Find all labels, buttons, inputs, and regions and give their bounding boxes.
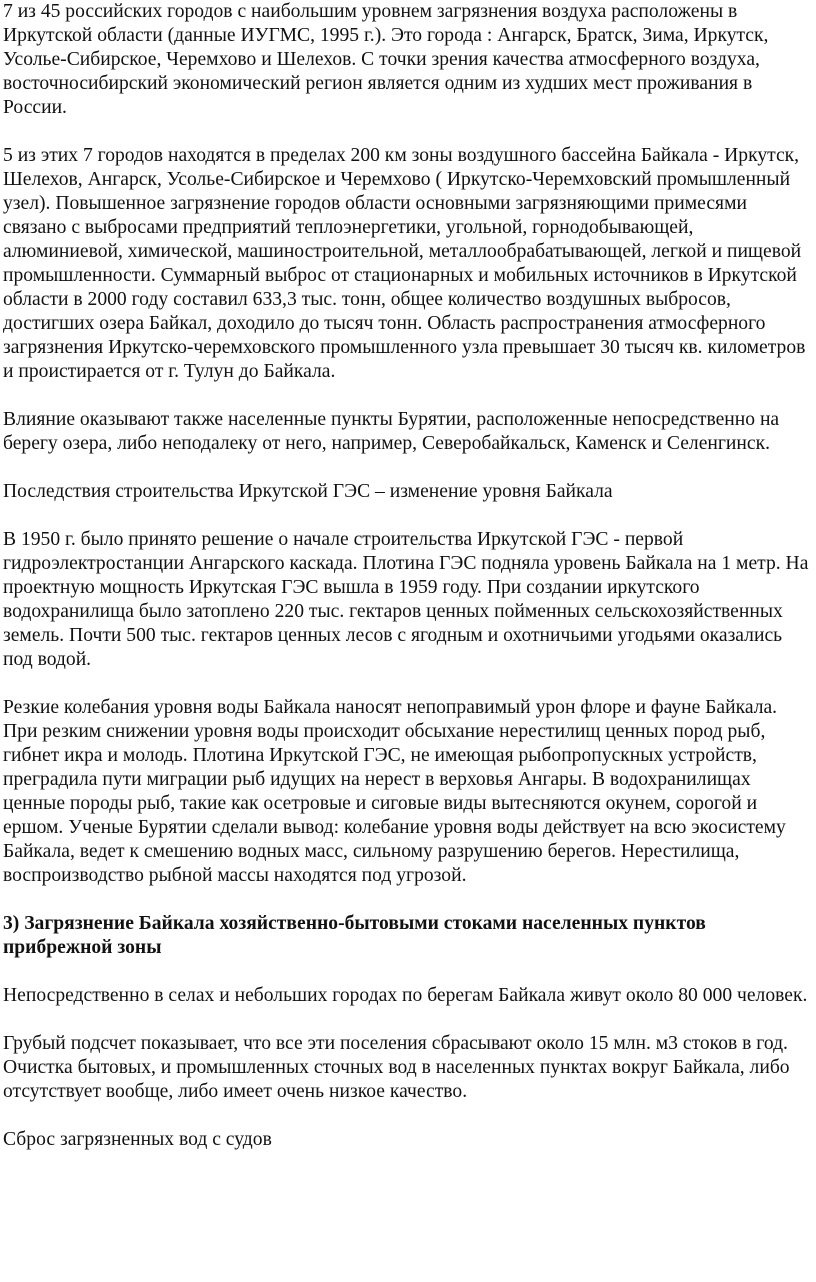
paragraph-coastal-population: Непосредственно в селах и небольших городах по берегам Байкала живут около 80 000 человек. bbox=[3, 985, 808, 1006]
paragraph-hydro-station-history: В 1950 г. было принято решение о начале строительства Иркутской ГЭС - первой гидроэлектростанции Ангарского каскада. Плотина ГЭС подняла уровень Байкала на 1 метр. На проектную мощность Иркутская ГЭС вышла в 1959 году. При создании иркутского водохранилища было затоплено 220 тыс. гектаров ценных пойменных сельскохозяйственных земель. Почти 500 тыс. гектаров ценных лесов с ягодным и охотничьими угодьями оказались под водой. bbox=[3, 529, 809, 670]
section-heading-household-waste: 3) Загрязнение Байкала хозяйственно-бытовыми стоками населенных пунктов прибрежной зоны bbox=[3, 913, 706, 958]
paragraph-air-pollution-cities: 7 из 45 российских городов с наибольшим уровнем загрязнения воздуха расположены в Иркутской области (данные ИУГМС, 1995 г.). Это города : Ангарск, Братск, Зима, Иркутск, Усолье-Сибирское, Черемхово и Шелехов. С точки зрения качества атмосферного воздуха, восточносибирский экономический регион является одним из худших мест проживания в России. bbox=[3, 1, 769, 118]
paragraph-baikal-air-basin: 5 из этих 7 городов находятся в пределах 200 км зоны воздушного бассейна Байкала - Иркутск, Шелехов, Ангарск, Усолье-Сибирское и Черемхово ( Иркутско-Черемховский промышленный узел). Повышенное загрязнение городов области основными загрязняющими примесями связано с выбросами предприятий теплоэнергетики, угольной, горнодобывающей, алюминиевой, химической, машиностроительной, металлообрабатывающей, легкой и пищевой промышленности. Суммарный выброс от стационарных и мобильных источников в Иркутской области в 2000 году составил 633,3 тыс. тонн, общее количество воздушных выбросов, достигших озера Байкал, доходило до тысяч тонн. Область распространения атмосферного загрязнения Иркутско-черемховского промышленного узла превышает 30 тысяч кв. километров и проистирается от г. Тулун до Байкала. bbox=[3, 145, 806, 382]
paragraph-hydro-station-heading: Последствия строительства Иркутской ГЭС – изменение уровня Байкала bbox=[3, 481, 613, 502]
paragraph-water-level-impact: Резкие колебания уровня воды Байкала наносят непоправимый урон флоре и фауне Байкала. При резким снижении уровня воды происходит обсыхание нерестилищ ценных пород рыб, гибнет икра и молодь. Плотина Иркутской ГЭС, не имеющая рыбопропускных устройств, преградила пути миграции рыб идущих на нерест в верховья Ангары. В водохранилищах ценные породы рыб, такие как осетровые и сиговые виды вытесняются окунем, сорогой и ершом. Ученые Бурятии сделали вывод: колебание уровня воды действует на всю экосистему Байкала, ведет к смешению водных масс, сильному разрушению берегов. Нерестилища, воспроизводство рыбной массы находятся под угрозой. bbox=[3, 697, 786, 886]
paragraph-wastewater-volume: Грубый подсчет показывает, что все эти поселения сбрасывают около 15 млн. м3 стоков в год. Очистка бытовых, и промышленных сточных вод в населенных пунктах вокруг Байкала, либо отсутствует вообще, либо имеет очень низкое качество. bbox=[3, 1033, 790, 1102]
paragraph-buryatia-settlements: Влияние оказывают также населенные пункты Бурятии, расположенные непосредственно на берегу озера, либо неподалеку от него, например, Северобайкальск, Каменск и Селенгинск. bbox=[3, 409, 780, 454]
paragraph-ship-discharge-heading: Сброс загрязненных вод с судов bbox=[3, 1129, 272, 1150]
